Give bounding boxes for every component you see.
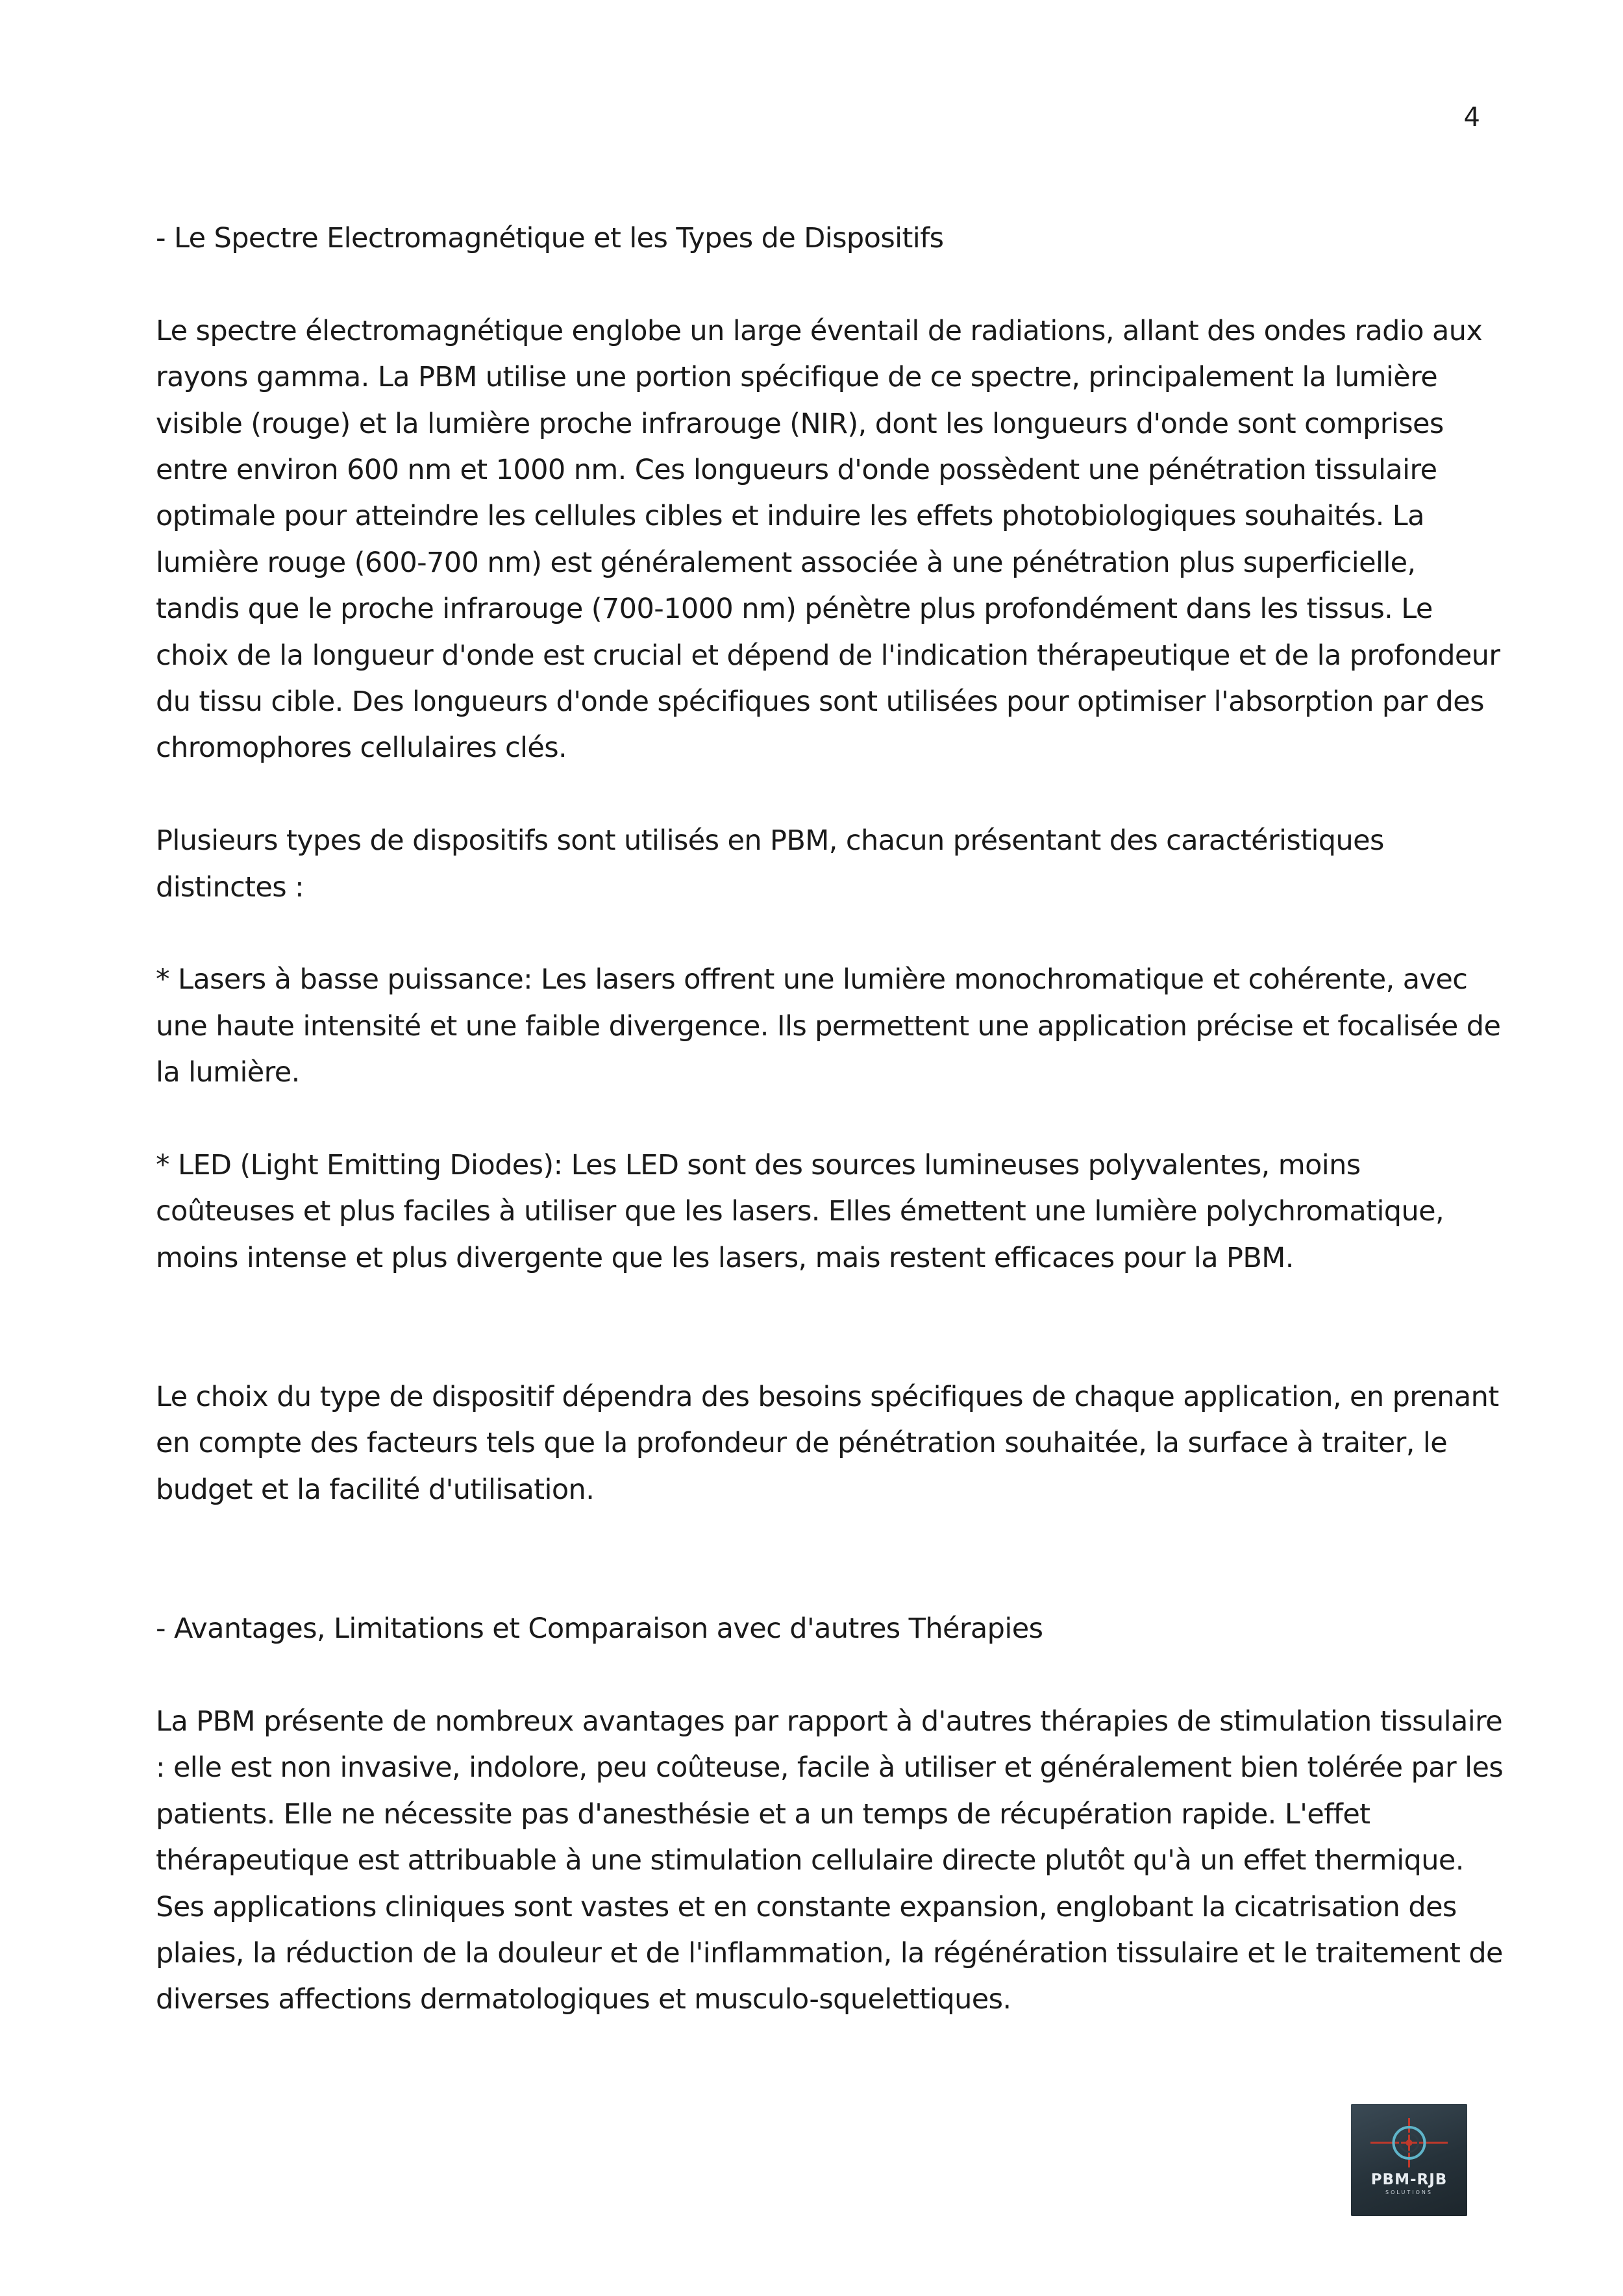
- bullet-led: * LED (Light Emitting Diodes): Les LED sont des sources lumineuses polyvalentes, moins coûteuses et plus faciles à utiliser que les lasers. Elles émettent une lumière polychromatique, moins intense et plus divergente que les lasers, mais restent efficaces pour la PBM.: [156, 1149, 1444, 1274]
- section-heading-advantages: - Avantages, Limitations et Comparaison avec d'autres Thérapies: [156, 1612, 1043, 1646]
- logo-title: PBM-RJB: [1370, 2171, 1448, 2188]
- logo-subtitle: SOLUTIONS: [1385, 2190, 1433, 2195]
- page-body: [156, 216, 1506, 2069]
- paragraph-advantages: La PBM présente de nombreux avantages par rapport à d'autres thérapies de stimulation tissulaire : elle est non invasive, indolore, peu coûteuse, facile à utiliser et généralement bien tolérée par les patients. Elle ne nécessite pas d'anesthésie et a un temps de récupération rapide. L'effet thérapeutique est attribuable à une stimulation cellulaire directe plutôt qu'à un effet thermique. Ses applications cliniques sont vastes et en constante expansion, englobant la cicatrisation des plaies, la réduction de la douleur et de l'inflammation, la régénération tissulaire et le traitement de diverses affections dermatologiques et musculo-squelettiques.: [156, 1705, 1504, 2016]
- paragraph-device-choice: Le choix du type de dispositif dépendra des besoins spécifiques de chaque application, en prenant en compte des facteurs tels que la profondeur de pénétration souhaitée, la surface à traiter, le budget et la facilité d'utilisation.: [156, 1381, 1499, 1506]
- crosshair-icon: [1351, 2104, 1467, 2171]
- page-number: 4: [1463, 103, 1480, 132]
- pbm-rjb-logo: [1351, 2104, 1467, 2216]
- paragraph-devices-intro: Plusieurs types de dispositifs sont utilisés en PBM, chacun présentant des caractéristiques distinctes :: [156, 824, 1384, 904]
- paragraph-spectrum: Le spectre électromagnétique englobe un large éventail de radiations, allant des ondes radio aux rayons gamma. La PBM utilise une portion spécifique de ce spectre, principalement la lumière visible (rouge) et la lumière proche infrarouge (NIR), dont les longueurs d'onde sont comprises entre environ 600 nm et 1000 nm. Ces longueurs d'onde possèdent une pénétration tissulaire optimale pour atteindre les cellules cibles et induire les effets photobiologiques souhaités. La lumière rouge (600-700 nm) est généralement associée à une pénétration plus superficielle, tandis que le proche infrarouge (700-1000 nm) pénètre plus profondément dans les tissus. Le choix de la longueur d'onde est crucial et dépend de l'indication thérapeutique et de la profondeur du tissu cible. Des longueurs d'onde spécifiques sont utilisées pour optimiser l'absorption par des chromophores cellulaires clés.: [156, 314, 1500, 765]
- bullet-lasers: * Lasers à basse puissance: Les lasers offrent une lumière monochromatique et cohérente, avec une haute intensité et une faible divergence. Ils permettent une application précise et focalisée de la lumière.: [156, 963, 1501, 1089]
- section-heading-spectrum: - Le Spectre Electromagnétique et les Types de Dispositifs: [156, 222, 944, 254]
